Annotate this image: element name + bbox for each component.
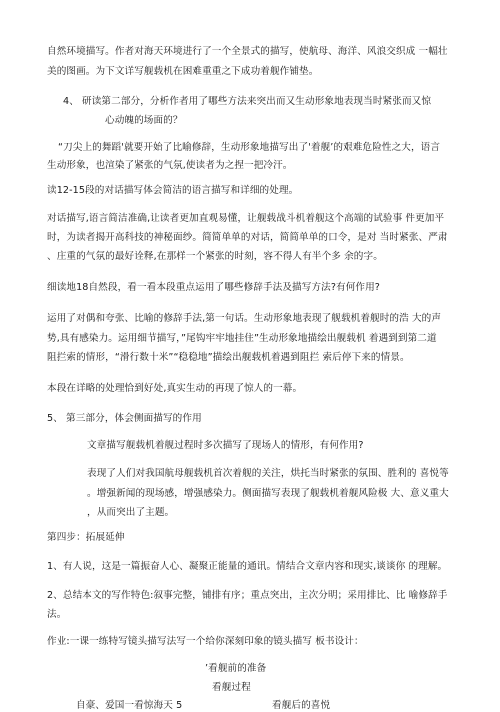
section-heading-5: 5、 第三部分，体会侧面描写的作用 bbox=[47, 413, 202, 424]
paragraph-line: 1、有人说，这是一篇振奋人心、凝聚正能量的通讯。情结合文章内容和现实,谈谈你 的理解。 bbox=[47, 561, 448, 572]
answer-line: 表现了人们对我国航母舰载机首次着舰的关注，烘托当时紧张的氛围、胜利的 喜悦等 bbox=[87, 468, 449, 479]
board-design-item: ’看舰前的准备 bbox=[205, 663, 267, 674]
paragraph-line: “刀尖上的舞蹈'就要开始了比喻修辞，生动形象地描写出了'着舰’的艰难危险性之大，语言 bbox=[58, 142, 441, 153]
paragraph-line: 美的图画。为下文详写舰载机在困难重重之下成功着舰作铺垫。 bbox=[47, 66, 319, 77]
paragraph-line: 阻拦索的情形，“滑行数十米”“稳稳地”描绘出舰载机着遇到阻拦 索后停下来的情景。 bbox=[47, 352, 410, 363]
paragraph-line: 法。 bbox=[47, 609, 67, 620]
step-heading: 第四步：拓展延伸 bbox=[47, 532, 125, 543]
paragraph-line: 对话描写,语言简洁准确,让读者更加直观易懂，让舰载战斗机着舰这个高端的试验事 件更加平 bbox=[47, 213, 445, 224]
section-heading-4-cont: 心动魄的场面的？ bbox=[105, 115, 183, 126]
board-design-item: 自豪、爱国一看惊海天 5 bbox=[76, 700, 183, 711]
paragraph-line: 生动形象，也渲染了紧张的气氛,使读者为之捏一把冷汗。 bbox=[47, 160, 293, 171]
paragraph-line: 2、总结本文的写作特色:叙事完整，铺排有序；重点突出，主次分明；采用排比、比 喻修辞手 bbox=[47, 590, 448, 601]
question-line: 文章描写舰载机着舰过程时多次描写了现场人的情形，有何作用? bbox=[87, 440, 364, 451]
answer-line: ，从而突出了主题。 bbox=[87, 507, 175, 518]
paragraph-line: 运用了对偶和夸张、比喻的修辞手法,第一句话。生动形象地表现了舰载机着舰时的浩 大的声 bbox=[47, 313, 442, 324]
paragraph-line: 读12-15段的对话描写体会简洁的语言描写和详细的处理。 bbox=[47, 185, 299, 196]
board-design-item: 看舰过程 bbox=[212, 682, 251, 693]
paragraph-line: 、庄重的气氛的最好诠释,在那样一个紧张的时刻，容不得人有半个多 余的字。 bbox=[47, 251, 383, 262]
answer-line: 。增强新闻的现场感，增强感染力。侧面描写表现了舰载机着舰风险极 大、意义重大 bbox=[87, 488, 449, 499]
paragraph-line: 本段在详略的处理恰到好处,真实生动的再现了惊人的一幕。 bbox=[47, 383, 303, 394]
section-heading-4: 4、 研读第二部分，分析作者用了哪些方法来突出而又生动形象地表现当时紧张而又惊 bbox=[63, 96, 432, 107]
paragraph-line: 势,具有感染力。运用细节描写，”尾钩牢牢地挂住”生动形象地描绘出舰载机 着遇到到第二道 bbox=[47, 333, 437, 344]
board-design-item: 看舰后的喜悦 bbox=[272, 700, 331, 711]
paragraph-line: 细读地18自然段，看一看本段重点运用了哪些修辞手法及描写方法?有何作用? bbox=[47, 282, 380, 293]
paragraph-line: 自然环境描写。作者对海天环境进行了一个全景式的描写，使航母、海洋、风浪交织成 一幅壮 bbox=[47, 46, 448, 57]
paragraph-line: 时，为读者揭开高科技的神秘面纱。简简单单的对话，简简单单的口令，是对 当时紧张、严肃 bbox=[47, 232, 448, 243]
homework-line: 作业:一课一练特写镜头描写法写一个给你深刻印象的镜头描写 板书设计： bbox=[47, 636, 364, 647]
